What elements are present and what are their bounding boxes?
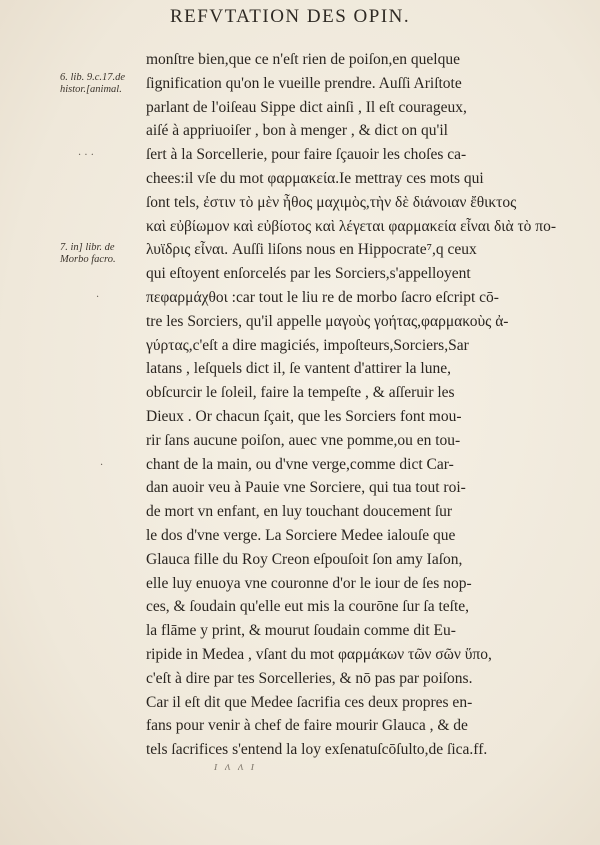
- text-line: parlant de l'oiſeau Sippe dict ainſi , Il eſt courageux,: [146, 98, 467, 116]
- text-line: γύρτας,c'eſt a dire magiciés, impoſteurs,Sorciers,Sar: [146, 336, 469, 354]
- running-head: REFVTATION DES OPIN.: [170, 6, 411, 27]
- margin-mark: · · ·: [78, 150, 94, 161]
- text-line: latans , leſquels dict il, ſe vantent d'attirer la lune,: [146, 360, 451, 378]
- text-line: ſert à la Sorcellerie, pour faire ſçauoir les choſes ca-: [146, 146, 467, 164]
- text-line: c'eſt à dire par tes Sorcelleries, & nō pas par poiſons.: [146, 669, 473, 687]
- text-line: aiſé à appriuoiſer , bon à menger , & dict on qu'il: [146, 122, 448, 140]
- text-line: elle luy enuoya vne couronne d'or le iour de ſes nop-: [146, 574, 472, 592]
- text-line: tre les Sorciers, qu'il appelle μαγοὺς γοήτας,φαρμακοὺς ἀ-: [146, 312, 509, 330]
- text-line: le dos d'vne verge. La Sorciere Medee ialouſe que: [146, 526, 456, 544]
- text-line: Glauca fille du Roy Creon eſpouſoit ſon amy Iaſon,: [146, 550, 463, 568]
- text-line: obſcurcir le ſoleil, faire la tempeſte , & aſſeruir les: [146, 384, 455, 402]
- text-line: de mort vn enfant, en luy touchant doucement ſur: [146, 503, 453, 521]
- text-line: chees:il vſe du mot φαρμακεία.Ie mettray ces mots qui: [146, 169, 484, 187]
- text-line: ſignification qu'on le vueille prendre. Auſſi Ariſtote: [146, 74, 462, 92]
- text-line: πεφαρμάχθοι :car tout le liu re de morbo ſacro eſcript cō-: [146, 288, 499, 306]
- text-line: la flāme y print, & mourut ſoudain comme dit Eu-: [146, 622, 456, 640]
- text-line: ces, & ſoudain qu'elle eut mis la courōne ſur ſa teſte,: [146, 598, 470, 616]
- margin-note-aristotle: [60, 72, 140, 96]
- text-line: fans pour venir à chef de faire mourir Glauca , & de: [146, 717, 468, 735]
- margin-note-hippocrates: [60, 242, 140, 266]
- margin-note-line: Morbo facro.: [60, 254, 116, 265]
- footer-mark: ɪ ʌ ʌ ɪ: [214, 758, 257, 773]
- text-line: ſont tels, ἐστιν τὸ μὲν ἦθος μαχιμὸς,τὴν δὲ διάνοιαν ἔθικτος: [146, 193, 517, 211]
- text-line: Car il eſt dit que Medee ſacrifia ces deux propres en-: [146, 693, 473, 711]
- text-line: Dieux . Or chacun ſçait, que les Sorciers font mou-: [146, 407, 462, 425]
- text-line: rir ſans aucune poiſon, auec vne pomme,ou en tou-: [146, 431, 461, 449]
- margin-note-line: 7. in] libr. de: [60, 242, 115, 253]
- margin-mark: ·: [100, 460, 104, 471]
- text-line: chant de la main, ou d'vne verge,comme dict Car-: [146, 455, 454, 473]
- text-line: λυϊδρις εἶναι. Auſſi liſons nous en Hippocrate⁷,q ceux: [146, 241, 477, 259]
- text-line: ripide in Medea , vſant du mot φαρμάκων τῶν σῶν ὕπο,: [146, 645, 492, 663]
- text-line: monſtre bien,que ce n'eſt rien de poiſon,en quelque: [146, 51, 460, 68]
- text-line: dan auoir veu à Pauie vne Sorciere, qui tua tout roi-: [146, 479, 466, 497]
- text-line: καὶ εὐβίωμον καὶ εὐβίοτος καὶ λέγεται φαρμακεία εἶναι διὰ τὸ πο-: [146, 217, 557, 235]
- text-line: tels ſacrifices s'entend la loy exſenatuſcōſulto,de ſica.ff.: [146, 741, 488, 759]
- body-text: [146, 48, 566, 762]
- margin-note-line: histor.[animal.: [60, 84, 122, 95]
- margin-mark: ·: [96, 292, 100, 303]
- margin-note-line: 6. lib. 9.c.17.de: [60, 72, 126, 83]
- text-line: qui eſtoyent enſorcelés par les Sorciers,s'appelloyent: [146, 265, 471, 283]
